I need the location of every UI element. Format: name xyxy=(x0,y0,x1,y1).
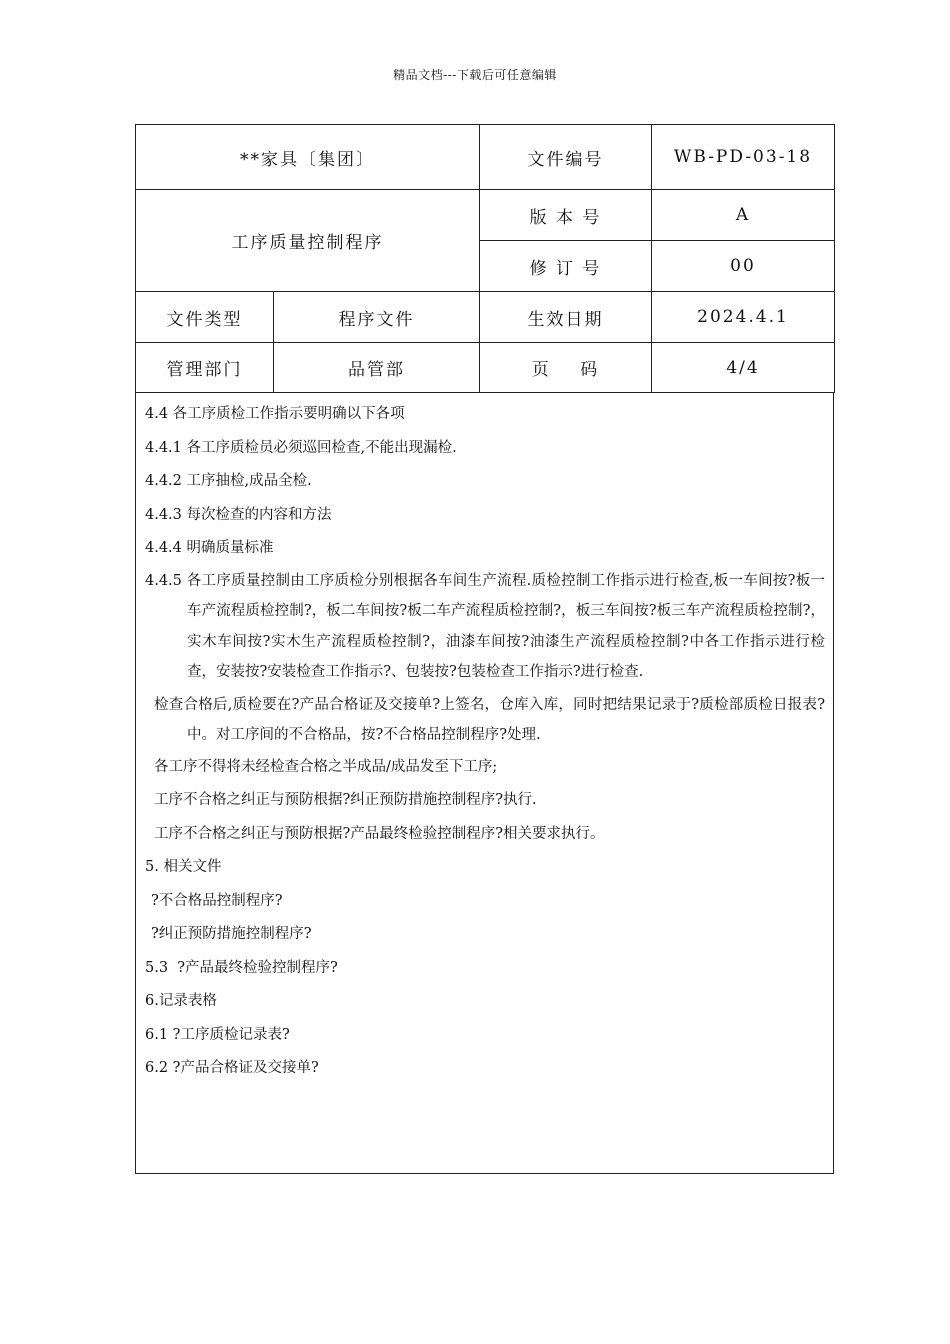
item-4-4-2: 4.4.2 工序抽检,成品全检. xyxy=(145,473,312,489)
revision-value: 00 xyxy=(652,241,835,292)
rule-final-inspection: 工序不合格之纠正与预防根据?产品最终检验控制程序?相关要求执行。 xyxy=(154,825,605,842)
related-doc-2: ?纠正预防措施控制程序? xyxy=(151,926,312,942)
item-4-4-1: 4.4.1 各工序质检员必须巡回检查,不能出现漏检. xyxy=(145,439,457,456)
document-header-table xyxy=(135,124,835,393)
related-doc-1: ?不合格品控制程序? xyxy=(151,892,283,909)
doc-type-label: 文件类型 xyxy=(136,292,274,343)
doc-number-label: 文件编号 xyxy=(480,125,652,190)
page-number-label: 页 码 xyxy=(480,343,652,393)
record-6-2: 6.2 ?产品合格证及交接单? xyxy=(145,1060,319,1076)
section-5-heading: 5. 相关文件 xyxy=(145,859,222,875)
record-6-1: 6.1 ?工序质检记录表? xyxy=(145,1026,290,1043)
doc-type: 程序文件 xyxy=(274,292,480,343)
related-doc-5-3: 5.3 ?产品最终检验控制程序? xyxy=(145,959,338,976)
page-number: 4/4 xyxy=(652,343,835,393)
item-4-4-4: 4.4.4 明确质量标准 xyxy=(145,540,274,556)
rule-no-uninspected: 各工序不得将未经检查合格之半成品/成品发至下工序; xyxy=(154,758,498,775)
page-header: 精品文档---下载后可任意编辑 xyxy=(393,68,557,82)
document-title: 工序质量控制程序 xyxy=(136,190,480,292)
version-label: 版 本 号 xyxy=(480,190,652,241)
revision-label: 修 订 号 xyxy=(480,241,652,292)
item-4-4-3: 4.4.3 每次检查的内容和方法 xyxy=(145,506,332,523)
section-4-4: 4.4 各工序质检工作指示要明确以下各项 xyxy=(145,406,405,422)
section-6-heading: 6.记录表格 xyxy=(145,993,217,1009)
department-label: 管理部门 xyxy=(136,343,274,393)
department: 品管部 xyxy=(274,343,480,393)
document-body xyxy=(135,392,834,1174)
item-4-4-5: 4.4.5 各工序质量控制由工序质检分别根据各车间生产流程.质检控制工作指示进行检查,板一车间按?板一车产流程质检控制?，板二车间按?板二车产流程质检控制?，板三车间按?板三车产流程质检控制?，实木车间按?实木生产流程质检控制?，油漆车间按?油漆生产流程质检控制?中各工作指示进行检查，安装按?安装检查工作指示?、包装按?包装检查工作指示?进行检查. xyxy=(145,572,825,680)
version-value: A xyxy=(652,190,835,241)
effective-date-label: 生效日期 xyxy=(480,292,652,343)
rule-corrective-action: 工序不合格之纠正与预防根据?纠正预防措施控制程序?执行. xyxy=(154,792,537,808)
doc-number: WB-PD-03-18 xyxy=(652,125,835,190)
effective-date: 2024.4.1 xyxy=(652,292,835,343)
paragraph-inspection-pass: 检查合格后,质检要在?产品合格证及交接单?上签名，仓库入库，同时把结果记录于?质检部质检日报表?中。对工序间的不合格品，按?不合格品控制程序?处理. xyxy=(154,696,825,743)
company-name: **家具〔集团〕 xyxy=(136,125,480,190)
